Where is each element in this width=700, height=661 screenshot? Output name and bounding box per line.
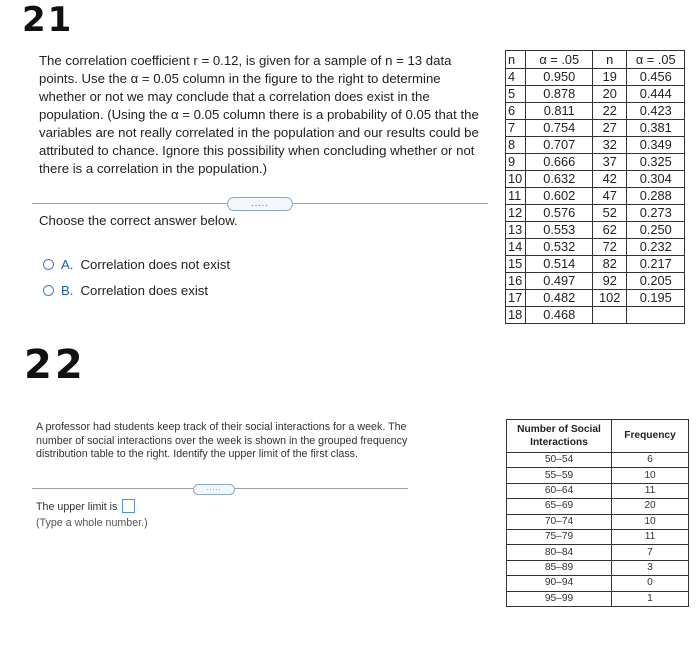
cell-n: 15 [506, 256, 526, 273]
problem-21-number: 21 [22, 0, 74, 40]
radio-a[interactable] [43, 259, 54, 270]
answer-prompt: Choose the correct answer below. [39, 213, 238, 228]
cell-alpha: 0.950 [526, 69, 593, 86]
cell-alpha: 0.468 [526, 307, 593, 324]
cell-frequency: 7 [612, 545, 689, 560]
cell-alpha: 0.666 [526, 154, 593, 171]
header-alpha: α = .05 [526, 51, 593, 69]
cell-frequency: 11 [612, 483, 689, 498]
table-row [506, 307, 685, 324]
cell-n-2: 22 [593, 103, 627, 120]
cell-frequency: 10 [612, 514, 689, 529]
table-row [507, 591, 689, 606]
cell-n-2: 102 [593, 290, 627, 307]
cell-class: 50–54 [507, 453, 612, 468]
table-row [507, 468, 689, 483]
cell-alpha: 0.754 [526, 120, 593, 137]
cell-n-2: 72 [593, 239, 627, 256]
table-row [506, 256, 685, 273]
cell-alpha-2: 0.217 [627, 256, 685, 273]
cell-alpha-2: 0.304 [627, 171, 685, 188]
cell-alpha-2 [627, 307, 685, 324]
cell-n: 14 [506, 239, 526, 256]
table-row [506, 239, 685, 256]
cell-n-2: 82 [593, 256, 627, 273]
option-a-letter: A. [61, 257, 74, 272]
cell-n: 16 [506, 273, 526, 290]
cell-class: 85–89 [507, 560, 612, 575]
answer-hint: (Type a whole number.) [36, 517, 148, 529]
option-a[interactable] [43, 257, 230, 272]
table-row [507, 483, 689, 498]
cell-alpha: 0.482 [526, 290, 593, 307]
cell-n: 9 [506, 154, 526, 171]
table-row [507, 560, 689, 575]
cell-alpha-2: 0.288 [627, 188, 685, 205]
cell-frequency: 0 [612, 576, 689, 591]
cell-n-2: 20 [593, 86, 627, 103]
cell-n-2: 52 [593, 205, 627, 222]
table-row [507, 453, 689, 468]
cell-frequency: 6 [612, 453, 689, 468]
cell-n-2 [593, 307, 627, 324]
cell-alpha: 0.532 [526, 239, 593, 256]
cell-alpha: 0.878 [526, 86, 593, 103]
cell-n: 10 [506, 171, 526, 188]
cell-alpha-2: 0.444 [627, 86, 685, 103]
cell-n-2: 27 [593, 120, 627, 137]
cell-alpha: 0.602 [526, 188, 593, 205]
cell-alpha: 0.632 [526, 171, 593, 188]
cell-alpha: 0.811 [526, 103, 593, 120]
cell-frequency: 11 [612, 529, 689, 544]
cell-alpha-2: 0.423 [627, 103, 685, 120]
option-b-letter: B. [61, 283, 74, 298]
cell-n-2: 42 [593, 171, 627, 188]
cell-n: 4 [506, 69, 526, 86]
cell-n: 17 [506, 290, 526, 307]
option-a-text: Correlation does not exist [80, 257, 231, 272]
table-row [506, 103, 685, 120]
problem-22-question: A professor had students keep track of their social interactions for a week. The number of social interactions over the week is shown in the grouped frequency distribution table to the right. Identify the upper limit of the first class. [36, 421, 408, 460]
cell-alpha: 0.576 [526, 205, 593, 222]
cell-alpha-2: 0.325 [627, 154, 685, 171]
cell-alpha-2: 0.349 [627, 137, 685, 154]
frequency-table [506, 419, 689, 607]
cell-class: 55–59 [507, 468, 612, 483]
cell-class: 70–74 [507, 514, 612, 529]
cell-frequency: 3 [612, 560, 689, 575]
cell-n: 7 [506, 120, 526, 137]
header-interactions: Number of Social Interactions [507, 420, 612, 453]
cell-alpha: 0.497 [526, 273, 593, 290]
header-frequency: Frequency [612, 420, 689, 453]
table-row [507, 529, 689, 544]
table-header-row [507, 420, 689, 453]
cell-class: 90–94 [507, 576, 612, 591]
table-row [507, 499, 689, 514]
cell-alpha-2: 0.250 [627, 222, 685, 239]
cell-alpha-2: 0.456 [627, 69, 685, 86]
answer-label: The upper limit is [36, 501, 118, 513]
table-row [507, 576, 689, 591]
table-row [506, 120, 685, 137]
table-row [506, 273, 685, 290]
cell-class: 80–84 [507, 545, 612, 560]
radio-b[interactable] [43, 285, 54, 296]
table-row [506, 154, 685, 171]
table-row [506, 188, 685, 205]
problem-21-question: The correlation coefficient r = 0.12, is given for a sample of n = 13 data points. Use the α = 0.05 column in the figure to the right to determine whether or not we may conclude that a correlation does exist in the population. (Using the α = 0.05 column there is a probability of 0.05 that the variables are not really correlated in the population and our results could be attributed to chance. Ignore this possibility when concluding whether or not there is a correlation in the population.) [39, 53, 479, 176]
cell-alpha: 0.514 [526, 256, 593, 273]
cell-n-2: 47 [593, 188, 627, 205]
answer-input[interactable] [122, 499, 135, 513]
cell-class: 65–69 [507, 499, 612, 514]
cell-class: 95–99 [507, 591, 612, 606]
option-b-text: Correlation does exist [80, 283, 209, 298]
option-b[interactable] [43, 283, 208, 298]
cell-n-2: 62 [593, 222, 627, 239]
header-alpha-2: α = .05 [627, 51, 685, 69]
cell-class: 60–64 [507, 483, 612, 498]
cell-n-2: 32 [593, 137, 627, 154]
cell-n: 11 [506, 188, 526, 205]
table-row [507, 545, 689, 560]
header-n-2: n [593, 51, 627, 69]
cell-alpha: 0.707 [526, 137, 593, 154]
cell-alpha-2: 0.205 [627, 273, 685, 290]
more-button[interactable]: ..... [227, 197, 293, 211]
table-row [506, 69, 685, 86]
answer-area [36, 499, 148, 531]
cell-n: 13 [506, 222, 526, 239]
cell-n: 12 [506, 205, 526, 222]
table-row [506, 290, 685, 307]
table-row [507, 514, 689, 529]
table-row [506, 222, 685, 239]
problem-22-number: 22 [24, 342, 86, 388]
table-header-row [506, 51, 685, 69]
cell-n-2: 92 [593, 273, 627, 290]
cell-n: 6 [506, 103, 526, 120]
cell-n: 5 [506, 86, 526, 103]
header-n: n [506, 51, 526, 69]
cell-frequency: 10 [612, 468, 689, 483]
cell-n-2: 37 [593, 154, 627, 171]
table-row [506, 205, 685, 222]
cell-class: 75–79 [507, 529, 612, 544]
critical-values-table [505, 50, 685, 324]
table-row [506, 171, 685, 188]
cell-alpha: 0.553 [526, 222, 593, 239]
table-row [506, 86, 685, 103]
cell-alpha-2: 0.232 [627, 239, 685, 256]
more-button[interactable]: ..... [193, 484, 235, 495]
table-row [506, 137, 685, 154]
cell-alpha-2: 0.195 [627, 290, 685, 307]
cell-n-2: 19 [593, 69, 627, 86]
cell-n: 18 [506, 307, 526, 324]
cell-frequency: 1 [612, 591, 689, 606]
cell-alpha-2: 0.381 [627, 120, 685, 137]
cell-frequency: 20 [612, 499, 689, 514]
cell-alpha-2: 0.273 [627, 205, 685, 222]
cell-n: 8 [506, 137, 526, 154]
